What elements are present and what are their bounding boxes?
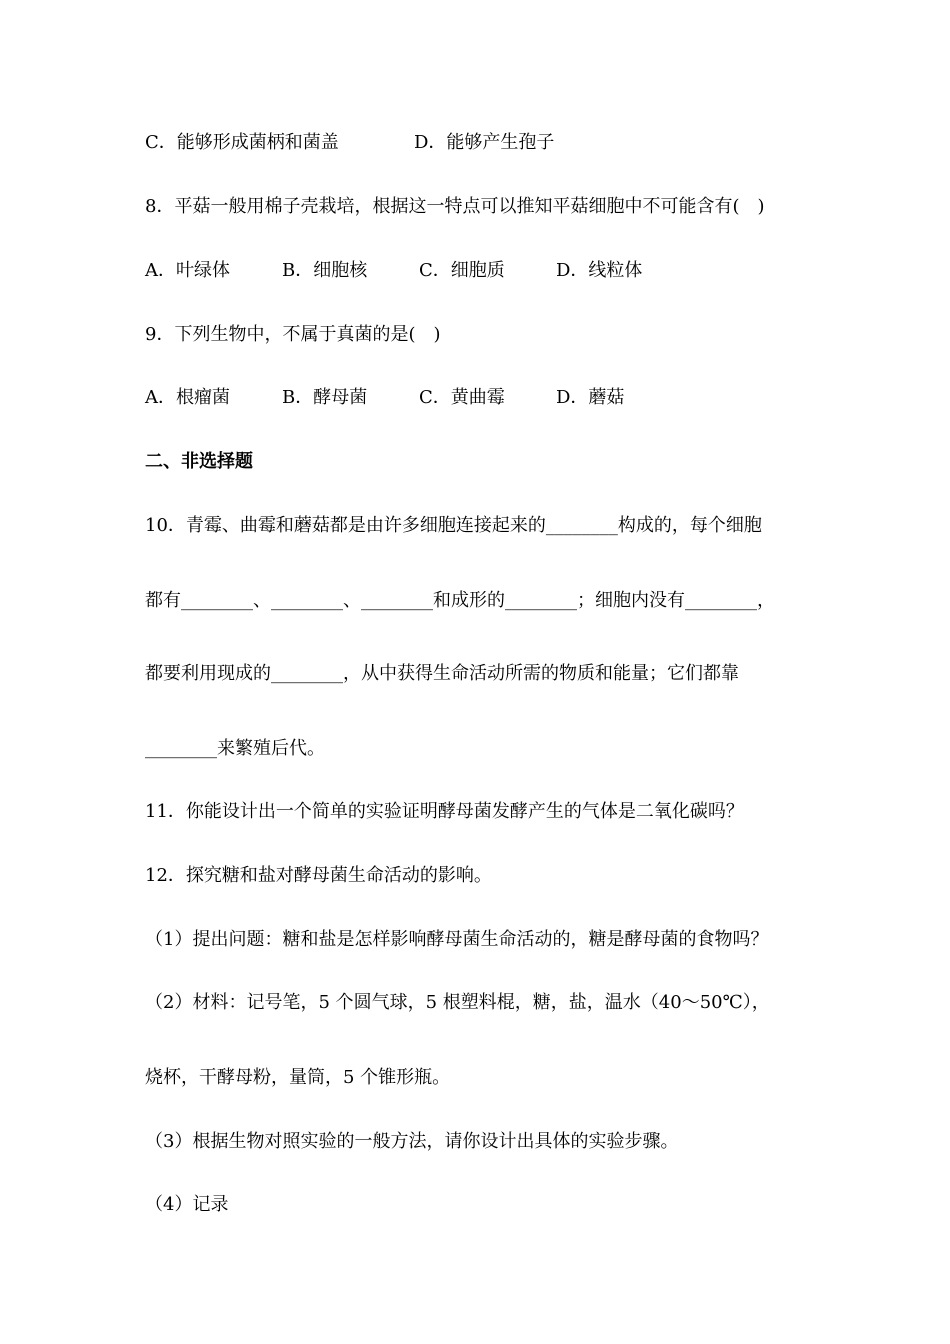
q9-option-b: B．酵母菌 — [282, 387, 368, 408]
q8-option-a: A．叶绿体 — [145, 260, 230, 281]
q10-line-3: 都要利用现成的________，从中获得生命活动所需的物质和能量；它们都靠 — [145, 663, 739, 684]
q12-part-2-line-1: （2）材料：记号笔，5 个圆气球，5 根塑料棍，糖，盐，温水（40～50℃）， — [145, 992, 770, 1013]
q8-option-b: B．细胞核 — [282, 260, 368, 281]
q12-part-3: （3）根据生物对照实验的一般方法，请你设计出具体的实验步骤。 — [145, 1131, 679, 1152]
q9-option-a: A．根瘤菌 — [145, 387, 230, 408]
q9-option-c: C．黄曲霉 — [419, 387, 505, 408]
q11-text: 11．你能设计出一个简单的实验证明酵母菌发酵产生的气体是二氧化碳吗？ — [145, 801, 744, 822]
q8-option-d: D．线粒体 — [556, 260, 643, 281]
q12-part-1: （1）提出问题：糖和盐是怎样影响酵母菌生命活动的，糖是酵母菌的食物吗？ — [145, 929, 769, 950]
q10-line-4: ________来繁殖后代。 — [145, 738, 325, 759]
q12-part-4: （4）记录 — [145, 1194, 229, 1215]
q12-part-2-line-2: 烧杯，干酵母粉，量筒，5 个锥形瓶。 — [145, 1067, 451, 1088]
q9-option-d: D．蘑菇 — [556, 387, 625, 408]
q12-stem: 12．探究糖和盐对酵母菌生命活动的影响。 — [145, 865, 492, 886]
section-heading: 二、非选择题 — [145, 451, 253, 472]
q8-option-c: C．细胞质 — [419, 260, 505, 281]
q10-line-1: 10．青霉、曲霉和蘑菇都是由许多细胞连接起来的________构成的，每个细胞 — [145, 515, 762, 536]
q10-line-2: 都有________、________、________和成形的________；细胞内没有________， — [145, 590, 775, 611]
q8-stem: 8．平菇一般用棉子壳栽培，根据这一特点可以推知平菇细胞中不可能含有( ) — [145, 196, 765, 217]
q9-stem: 9．下列生物中，不属于真菌的是( ) — [145, 324, 441, 345]
q7-option-c: C．能够形成菌柄和菌盖 — [145, 132, 339, 153]
q7-option-d: D．能够产生孢子 — [414, 132, 555, 153]
